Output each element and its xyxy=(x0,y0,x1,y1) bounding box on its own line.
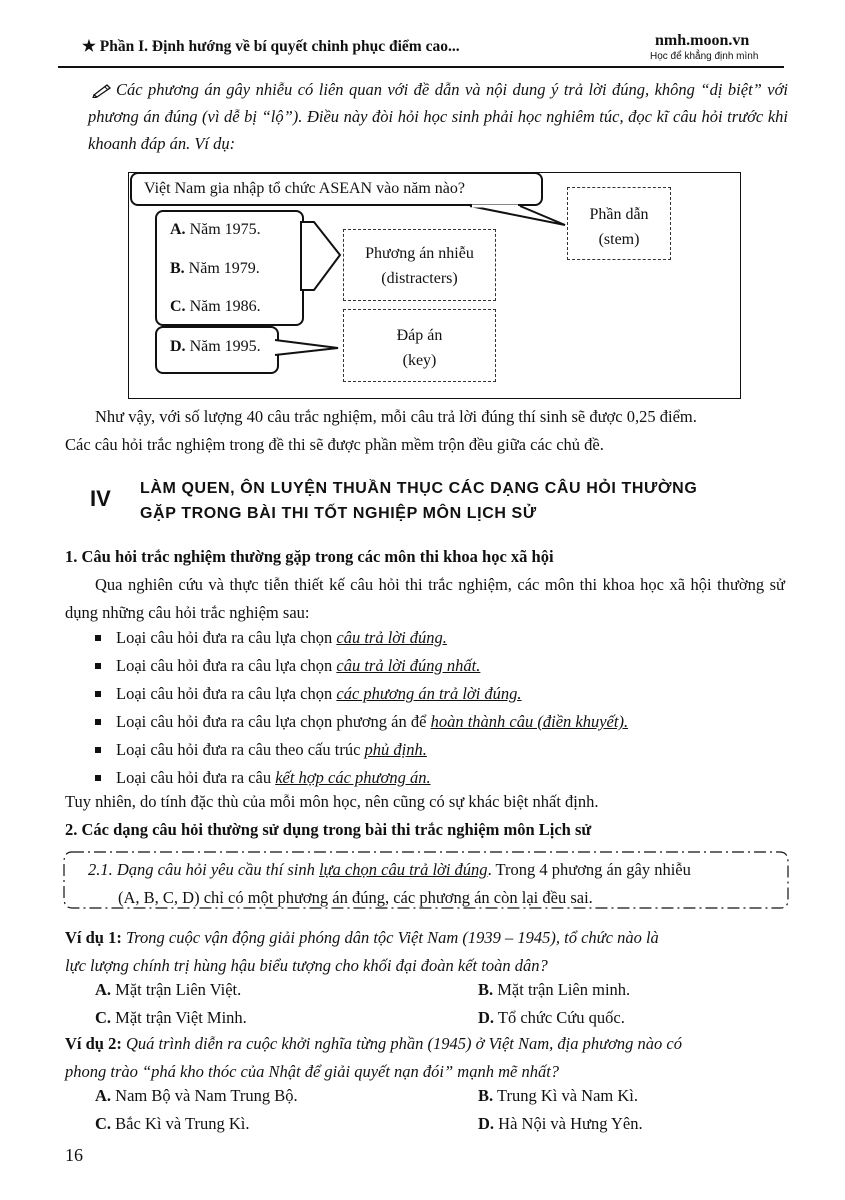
list-item: Loại câu hỏi đưa ra câu lựa chọn câu trả lời đúng. xyxy=(92,624,628,652)
example-2-answer-a: A. Nam Bộ và Nam Trung Bộ. xyxy=(95,1086,298,1105)
callout-text: 2.1. Dạng câu hỏi yêu cầu thí sinh lựa chọn câu trả lời đúng. Trong 4 phương án gây nhiễu (A, B, C, D) chỉ có một phương án đúng, các phương án còn lại đều sai. xyxy=(88,860,691,907)
example-2-answer-b: B. Trung Kì và Nam Kì. xyxy=(478,1086,638,1105)
option-b: B. Năm 1979. xyxy=(170,260,260,277)
page-number: 16 xyxy=(65,1145,83,1165)
list-item: Loại câu hỏi đưa ra câu lựa chọn các phương án trả lời đúng. xyxy=(92,680,628,708)
example-2-answer-c: C. Bắc Kì và Trung Kì. xyxy=(95,1114,250,1133)
section-title: LÀM QUEN, ÔN LUYỆN THUẦN THỤC CÁC DẠNG CÂU HỎI THƯỜNG GẶP TRONG BÀI THI TỐT NGHIỆP MÔN LỊCH SỬ xyxy=(140,480,698,522)
brand-name: nmh.moon.vn xyxy=(655,32,750,49)
note-line-2: biệt” với phương án đúng (vì dễ bị “lộ”). Điều này đòi hỏi học sinh phải học nghiêm túc, đọc kĩ câu hỏi trước khi khoanh đáp án. Ví dụ: xyxy=(88,80,789,153)
stem-label-box: Phần dẫn (stem) xyxy=(567,187,671,260)
question-stem-box: Việt Nam gia nhập tổ chức ASEAN vào năm nào? xyxy=(130,172,543,206)
summary-paragraph: Như vậy, với số lượng 40 câu trắc nghiệm, mỗi câu trả lời đúng thí sinh sẽ được 0,25 điểm. Các câu hỏi trắc nghiệm trong đề thi sẽ được phần mềm trộn đều giữa các chủ đề. xyxy=(65,407,697,454)
section-number: IV xyxy=(90,486,111,511)
option-c: C. Năm 1986. xyxy=(170,298,261,315)
brand-tagline: Học để khẳng định mình xyxy=(650,51,759,62)
list-item: Loại câu hỏi đưa ra câu kết hợp các phương án. xyxy=(92,764,628,792)
example-1-answer-a: A. Mặt trận Liên Việt. xyxy=(95,980,242,999)
example-1-answer-c: C. Mặt trận Việt Minh. xyxy=(95,1008,247,1027)
key-label-box: Đáp án (key) xyxy=(343,309,496,382)
list-item: Loại câu hỏi đưa ra câu lựa chọn phương án để hoàn thành câu (điền khuyết). xyxy=(92,708,628,736)
example-1-answer-b: B. Mặt trận Liên minh. xyxy=(478,980,631,999)
running-header-title: ★ Phần I. Định hướng về bí quyết chinh phục điểm cao... xyxy=(82,38,460,55)
example-2-question: Ví dụ 2: Quá trình diễn ra cuộc khởi nghĩa từng phần (1945) ở Việt Nam, địa phương nào có phong trào “phá kho thóc của Nhật để giải quyết nạn đói” mạnh mẽ nhất? xyxy=(65,1034,682,1081)
part1-closing: Tuy nhiên, do tính đặc thù của mỗi môn học, nên cũng có sự khác biệt nhất định. xyxy=(65,792,599,811)
part1-heading: 1. Câu hỏi trắc nghiệm thường gặp trong các môn thi khoa học xã hội xyxy=(65,547,554,566)
part2-heading: 2. Các dạng câu hỏi thường sử dụng trong bài thi trắc nghiệm môn Lịch sử xyxy=(65,820,592,839)
option-a: A. Năm 1975. xyxy=(170,221,261,238)
list-item: Loại câu hỏi đưa ra câu theo cấu trúc phủ định. xyxy=(92,736,628,764)
list-item: Loại câu hỏi đưa ra câu lựa chọn câu trả lời đúng nhất. xyxy=(92,652,628,680)
example-1-answer-d: D. Tổ chức Cứu quốc. xyxy=(478,1008,625,1027)
option-d: D. Năm 1995. xyxy=(170,338,261,355)
part1-intro: Qua nghiên cứu và thực tiễn thiết kế câu hỏi thi trắc nghiệm, các môn thi khoa học xã hội thường sử dụng những câu hỏi trắc nghiệm sau: xyxy=(65,575,785,622)
distracters-label-box: Phương án nhiễu (distracters) xyxy=(343,229,496,301)
example-2-answer-d: D. Hà Nội và Hưng Yên. xyxy=(478,1114,643,1133)
example-1-question: Ví dụ 1: Trong cuộc vận động giải phóng dân tộc Việt Nam (1939 – 1945), tổ chức nào là lực lượng chính trị hùng hậu biểu tượng cho khối đại đoàn kết toàn dân? xyxy=(65,928,659,975)
question-types-list xyxy=(92,624,628,792)
note-line-1: Các phương án gây nhiễu có liên quan với đề dẫn và nội dung ý trả lời đúng, không “dị xyxy=(116,80,723,99)
